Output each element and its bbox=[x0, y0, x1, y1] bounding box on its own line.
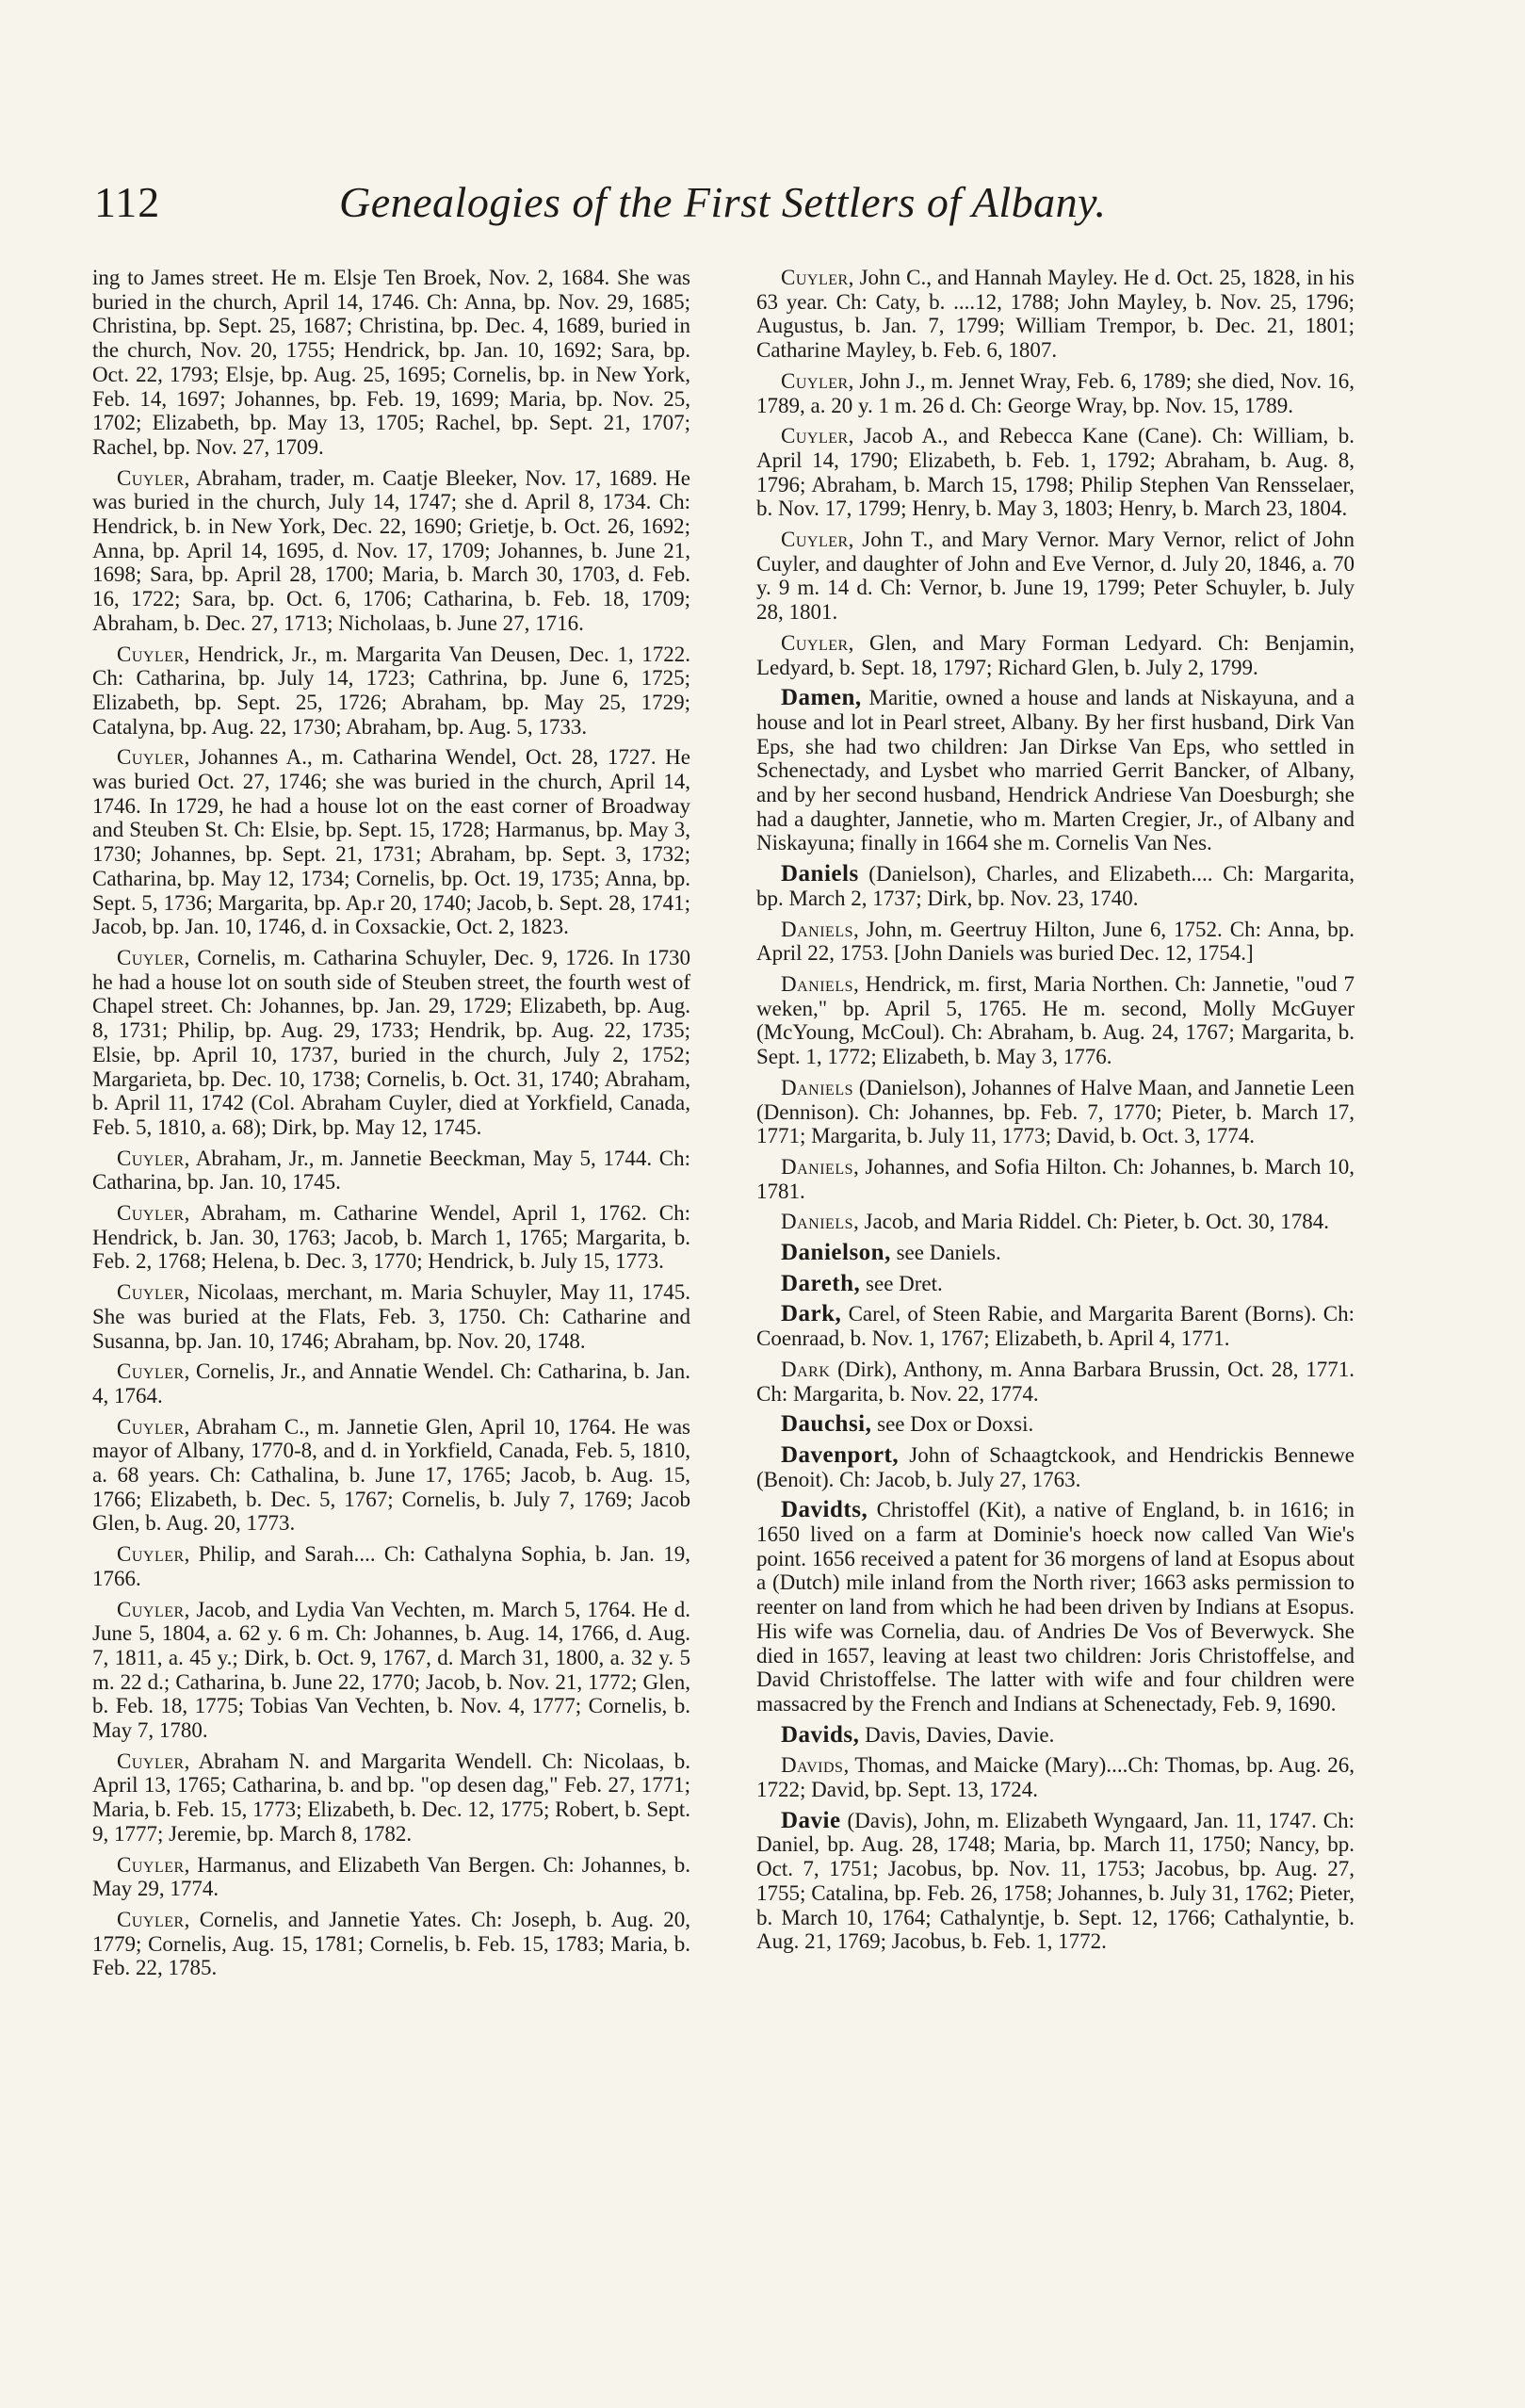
entry-text: , Nicolaas, merchant, m. Maria Schuyler, May 11, 1745. She was buried at the Flats, Feb. 3, 1750. Ch: Catharine and Susanna, bp. Jan. 10, 1746; Abraham, bp. Nov. 20, 1748. bbox=[92, 1280, 690, 1353]
genealogy-entry bbox=[92, 1415, 690, 1537]
genealogy-entry bbox=[756, 266, 1355, 363]
entry-surname: Cuyler bbox=[117, 1414, 185, 1439]
genealogy-entry bbox=[92, 1201, 690, 1274]
genealogy-entry bbox=[756, 1498, 1355, 1716]
genealogy-entry bbox=[756, 1753, 1355, 1801]
entry-surname: Cuyler bbox=[117, 945, 185, 969]
entry-text: , Cornelis, and Jannetie Yates. Ch: Joseph, b. Aug. 20, 1779; Cornelis, Aug. 15, 1781; Cornelis, b. Feb. 15, 1783; Maria, b. Feb. 22, 1785. bbox=[92, 1908, 690, 1980]
genealogy-entry bbox=[92, 1598, 690, 1743]
genealogy-entry bbox=[756, 1358, 1355, 1406]
entry-surname: Dauchsi, bbox=[781, 1411, 872, 1438]
entry-text: Christoffel (Kit), a native of England, b. in 1616; in 1650 lived on a farm at Dominie's hoeck now called Van Wie's point. 1656 received a patent for 36 morgens of land at Esopus about a (Dutch) mile inland from the North river; 1663 asks permission to reenter on land from which he had been driven by Indians at Esopus. His wife was Cornelia, dau. of Andries De Vos of Beverwyck. She died in 1657, leaving at least two children: Joris Christoffelse, and David Christoffelse. The latter with wife and four children were massacred by the French and Indians at Schenectady, Feb. 9, 1690. bbox=[756, 1498, 1355, 1716]
entry-text: , Jacob, and Lydia Van Vechten, m. March 5, 1764. He d. June 5, 1804, a. 62 y. 6 m. Ch: Johannes, b. Aug. 14, 1766, d. Aug. 7, 1811, a. 45 y.; Dirk, b. Oct. 9, 1767, d. March 31, 1800, a. 32 y. 5 m. 22 d.; Catharina, b. June 22, 1770; Jacob, b. Nov. 21, 1772; Glen, b. Feb. 18, 1775; Tobias Van Vechten, b. Nov. 4, 1777; Cornelis, b. May 7, 1780. bbox=[92, 1597, 690, 1743]
entry-text: , Abraham, Jr., m. Jannetie Beeckman, May 5, 1744. Ch: Catharina, bp. Jan. 10, 1745. bbox=[92, 1146, 690, 1195]
entry-surname: Davenport, bbox=[781, 1441, 900, 1468]
genealogy-entry bbox=[756, 972, 1355, 1069]
entry-surname: Cuyler bbox=[117, 465, 185, 490]
entry-text: (Dirk), Anthony, m. Anna Barbara Brussin, Oct. 28, 1771. Ch: Margarita, b. Nov. 22, 1774. bbox=[756, 1357, 1355, 1406]
genealogy-entry bbox=[92, 946, 690, 1140]
page-number: 112 bbox=[94, 178, 161, 226]
genealogy-entry bbox=[92, 1147, 690, 1195]
entry-text: (Davis), John, m. Elizabeth Wyngaard, Jan. 11, 1747. Ch: Daniel, bp. Aug. 28, 1748; Maria, bp. March 11, 1750; Nancy, bp. Oct. 7, 1751; Jacobus, bp. Nov. 11, 1753; Jacobus, bp. Aug. 27, 1755; Catalina, bp. Feb. 26, 1758; Johannes, b. July 31, 1762; Pieter, b. March 10, 1764; Cathalyntje, b. Sept. 12, 1766; Cathalyntie, b. Aug. 21, 1769; Jacobus, b. Feb. 1, 1772. bbox=[756, 1808, 1355, 1954]
entry-surname: Cuyler bbox=[781, 528, 849, 552]
entry-text: , Hendrick, Jr., m. Margarita Van Deusen, Dec. 1, 1722. Ch: Catharina, bp. July 14, 1723; Cathrina, bp. June 6, 1725; Elizabeth, bp. Sept. 25, 1726; Abraham, bp. May 25, 1729; Catalyna, bp. Aug. 22, 1730; Abraham, bp. Aug. 5, 1733. bbox=[92, 642, 690, 739]
entry-text: , Jacob A., and Rebecca Kane (Cane). Ch: William, b. April 14, 1790; Elizabeth, b. Feb. 1, 1792; Abraham, b. Aug. 8, 1796; Abraham, b. March 15, 1798; Philip Stephen Van Rensselaer, b. Nov. 17, 1799; Henry, b. May 3, 1803; Henry, b. March 23, 1804. bbox=[756, 424, 1355, 521]
genealogy-entry bbox=[756, 1241, 1355, 1265]
entry-surname: Damen, bbox=[781, 685, 862, 711]
running-title: Genealogies of the First Settlers of Albany. bbox=[339, 178, 1107, 226]
entry-surname: Davids, bbox=[781, 1721, 860, 1748]
entry-text: , Glen, and Mary Forman Ledyard. Ch: Benjamin, Ledyard, b. Sept. 18, 1797; Richard Glen, b. July 2, 1799. bbox=[756, 630, 1355, 679]
entry-text: , Johannes A., m. Catharina Wendel, Oct. 28, 1727. He was buried Oct. 27, 1746; she was buried in the church, April 14, 1746. In 1729, he had a house lot on the east corner of Broadway and Steuben St. Ch: Elsie, bp. Sept. 15, 1728; Harmanus, bp. May 3, 1730; Johannes, bp. Sept. 21, 1731; Abraham, bp. Sept. 3, 1732; Catharina, bp. May 12, 1734; Cornelis, bp. Oct. 19, 1735; Anna, bp. Sept. 5, 1736; Margarita, bp. Ap.r 20, 1740; Jacob, b. Sept. 28, 1741; Jacob, bp. Jan. 10, 1746, d. in Coxsackie, Oct. 2, 1823. bbox=[92, 745, 690, 939]
genealogy-entry bbox=[756, 1809, 1355, 1954]
entry-surname: Dark bbox=[781, 1357, 831, 1381]
entry-surname: Danielson, bbox=[781, 1240, 891, 1266]
genealogy-entry bbox=[756, 686, 1355, 855]
genealogy-entry bbox=[756, 1412, 1355, 1437]
entry-text: , John, m. Geertruy Hilton, June 6, 1752. Ch: Anna, bp. April 22, 1753. [John Daniels was buried Dec. 12, 1754.] bbox=[756, 917, 1355, 966]
right-column bbox=[756, 266, 1355, 1961]
left-column bbox=[92, 266, 690, 1987]
entry-surname: Cuyler bbox=[781, 266, 849, 289]
entry-text: see Dret. bbox=[860, 1271, 943, 1295]
entry-surname: Dareth, bbox=[781, 1270, 861, 1296]
entry-surname: Daniels bbox=[781, 1075, 853, 1099]
entry-text: (Danielson), Charles, and Elizabeth.... Ch: Margarita, bp. March 2, 1737; Dirk, bp. Nov. 23, 1740. bbox=[756, 862, 1355, 910]
genealogy-entry bbox=[756, 424, 1355, 521]
genealogy-entry bbox=[756, 1076, 1355, 1148]
entry-surname: Cuyler bbox=[781, 368, 849, 393]
entry-text: see Dox or Doxsi. bbox=[871, 1412, 1034, 1437]
genealogy-entry bbox=[756, 1155, 1355, 1203]
genealogy-entry bbox=[92, 1280, 690, 1353]
entry-text: , Cornelis, m. Catharina Schuyler, Dec. 9, 1726. In 1730 he had a house lot on south side of Steuben street, the fourth west of Chapel street. Ch: Johannes, bp. Jan. 29, 1729; Elizabeth, bp. Aug. 8, 1731; Philip, bp. Aug. 29, 1733; Hendrik, bp. Aug. 22, 1735; Elsie, bp. April 10, 1737, buried in the church, July 2, 1752; Margarieta, bp. Dec. 10, 1738; Cornelis, b. Oct. 31, 1740; Abraham, b. April 11, 1742 (Col. Abraham Cuyler, died at Yorkfield, Canada, Feb. 5, 1810, a. 68); Dirk, bp. May 12, 1745. bbox=[92, 945, 690, 1139]
entry-text: Maritie, owned a house and lands at Niskayuna, and a house and lot in Pearl street, Albany. By her first husband, Dirk Van Eps, she had two children: Jan Dirkse Van Eps, who settled in Schenectady, and Lysbet who married Gerrit Bancker, of Albany, and by her second husband, Hendrick Andriese Van Doesburgh; she had a daughter, Jannetie, who m. Marten Cregier, Jr., of Albany and Niskayuna; finally in 1664 she m. Cornelis Van Nes. bbox=[756, 686, 1355, 855]
genealogy-entry bbox=[756, 528, 1355, 625]
entry-text: (Danielson), Johannes of Halve Maan, and Jannetie Leen (Dennison). Ch: Johannes, bp. Feb. 7, 1770; Pieter, b. March 17, 1771; Margarita, b. July 11, 1773; David, b. Oct. 3, 1774. bbox=[756, 1075, 1355, 1148]
genealogy-entry bbox=[92, 466, 690, 636]
entry-surname: Cuyler bbox=[117, 1597, 185, 1621]
entry-text: , Cornelis, Jr., and Annatie Wendel. Ch: Catharina, b. Jan. 4, 1764. bbox=[92, 1359, 690, 1407]
genealogy-entry bbox=[92, 266, 690, 460]
entry-surname: Dark, bbox=[781, 1301, 842, 1327]
entry-surname: Cuyler bbox=[117, 1201, 185, 1226]
genealogy-entry bbox=[756, 1723, 1355, 1748]
entry-surname: Daniels bbox=[781, 917, 853, 941]
entry-surname: Daniels bbox=[781, 861, 859, 887]
entry-surname: Daniels bbox=[781, 971, 853, 996]
entry-text: John of Schaagtckook, and Hendrickis Bennewe (Benoit). Ch: Jacob, b. July 27, 1763. bbox=[756, 1442, 1355, 1491]
entry-surname: Daniels bbox=[781, 1154, 853, 1179]
genealogy-entry bbox=[756, 1443, 1355, 1491]
entry-surname: Cuyler bbox=[117, 1908, 185, 1931]
entry-surname: Cuyler bbox=[781, 630, 849, 655]
entry-text: , Jacob, and Maria Riddel. Ch: Pieter, b. Oct. 30, 1784. bbox=[853, 1210, 1329, 1234]
genealogy-entry bbox=[756, 918, 1355, 966]
entry-surname: Cuyler bbox=[117, 1146, 185, 1170]
genealogy-entry bbox=[92, 1908, 690, 1980]
entry-surname: Davie bbox=[781, 1807, 841, 1833]
entry-text: , Abraham, trader, m. Caatje Bleeker, Nov. 17, 1689. He was buried in the church, July 14, 1747; she d. April 8, 1734. Ch: Hendrick, b. in New York, Dec. 22, 1690; Grietje, b. Oct. 26, 1692; Anna, bp. April 14, 1695, d. Nov. 17, 1709; Johannes, b. June 21, 1698; Sara, bp. April 28, 1700; Maria, b. March 30, 1703, d. Feb. 16, 1722; Sara, bp. Oct. 6, 1706; Catharina, b. Feb. 18, 1709; Abraham, b. Dec. 27, 1713; Nicholaas, b. June 27, 1716. bbox=[92, 465, 690, 635]
entry-text: , Johannes, and Sofia Hilton. Ch: Johannes, b. March 10, 1781. bbox=[756, 1154, 1355, 1203]
entry-text: , Abraham C., m. Jannetie Glen, April 10, 1764. He was mayor of Albany, 1770-8, and d. in Yorkfield, Canada, Feb. 5, 1810, a. 68 years. Ch: Cathalina, b. June 17, 1765; Jacob, b. Aug. 15, 1766; Elizabeth, b. Dec. 5, 1767; Cornelis, b. July 7, 1769; Jacob Glen, b. Aug. 20, 1773. bbox=[92, 1414, 690, 1536]
entry-surname: Cuyler bbox=[117, 1280, 185, 1305]
entry-surname: Cuyler bbox=[117, 642, 185, 666]
entry-surname: Cuyler bbox=[117, 1542, 185, 1567]
entry-text: , Thomas, and Maicke (Mary)....Ch: Thomas, bp. Aug. 26, 1722; David, bp. Sept. 13, 1724. bbox=[756, 1753, 1355, 1802]
entry-text: , Abraham N. and Margarita Wendell. Ch: Nicolaas, b. April 13, 1765; Catharina, b. and bp. "op desen dag," Feb. 27, 1771; Maria, b. Feb. 15, 1773; Elizabeth, b. Dec. 12, 1775; Robert, b. Sept. 9, 1777; Jeremie, bp. March 8, 1782. bbox=[92, 1749, 690, 1846]
genealogy-entry bbox=[92, 643, 690, 740]
genealogy-entry bbox=[756, 631, 1355, 679]
entry-text: , John C., and Hannah Mayley. He d. Oct. 25, 1828, in his 63 year. Ch: Caty, b. ....12, 1788; John Mayley, b. Nov. 25, 1796; Augustus, b. Jan. 7, 1799; William Trempor, b. Dec. 21, 1801; Catharine Mayley, b. Feb. 6, 1807. bbox=[756, 266, 1355, 363]
entry-surname: Cuyler bbox=[117, 1852, 185, 1877]
entry-text: , Harmanus, and Elizabeth Van Bergen. Ch: Johannes, b. May 29, 1774. bbox=[92, 1852, 690, 1901]
genealogy-entry bbox=[92, 745, 690, 939]
genealogy-entry bbox=[92, 1542, 690, 1590]
genealogy-entry bbox=[756, 1210, 1355, 1234]
entry-text: Davis, Davies, Davie. bbox=[859, 1722, 1055, 1747]
entry-text: ing to James street. He m. Elsje Ten Broek, Nov. 2, 1684. She was buried in the church, April 14, 1746. Ch: Anna, bp. Nov. 29, 1685; Christina, bp. Sept. 25, 1687; Christina, bp. Dec. 4, 1689, buried in the church, Nov. 20, 1755; Hendrick, bp. Jan. 10, 1692; Sara, bp. Oct. 22, 1793; Elsje, bp. Aug. 25, 1695; Cornelis, bp. in New York, Feb. 14, 1697; Johannes, bp. Feb. 19, 1699; Maria, bp. Nov. 25, 1702; Elizabeth, bp. May 13, 1705; Rachel, bp. Sept. 21, 1707; Rachel, bp. Nov. 27, 1709. bbox=[92, 266, 690, 459]
entry-text: , John T., and Mary Vernor. Mary Vernor, relict of John Cuyler, and daughter of John and Eve Vernor, d. July 20, 1846, a. 70 y. 9 m. 14 d. Ch: Vernor, b. June 19, 1799; Peter Schuyler, b. July 28, 1801. bbox=[756, 528, 1355, 625]
entry-surname: Davids bbox=[781, 1753, 844, 1778]
genealogy-entry bbox=[756, 1302, 1355, 1350]
genealogy-entry bbox=[92, 1853, 690, 1901]
genealogy-entry bbox=[756, 1272, 1355, 1296]
entry-surname: Cuyler bbox=[117, 1359, 185, 1384]
entry-text: , John J., m. Jennet Wray, Feb. 6, 1789; she died, Nov. 16, 1789, a. 20 y. 1 m. 26 d. Ch: George Wray, bp. Nov. 15, 1789. bbox=[756, 368, 1355, 417]
entry-text: , Abraham, m. Catharine Wendel, April 1, 1762. Ch: Hendrick, b. Jan. 30, 1763; Jacob, b. March 1, 1765; Margarita, b. Feb. 2, 1768; Helena, b. Dec. 3, 1770; Hendrick, b. July 15, 1773. bbox=[92, 1201, 690, 1274]
entry-text: , Hendrick, m. first, Maria Northen. Ch: Jannetie, "oud 7 weken," bp. April 5, 1765. He m. second, Molly McGuyer (McYoung, McCoul). Ch: Abraham, b. Aug. 24, 1767; Margarita, b. Sept. 1, 1772; Elizabeth, b. May 3, 1776. bbox=[756, 971, 1355, 1069]
genealogy-entry bbox=[756, 862, 1355, 910]
entry-surname: Davidts, bbox=[781, 1497, 868, 1523]
genealogy-entry bbox=[756, 369, 1355, 417]
entry-text: Carel, of Steen Rabie, and Margarita Barent (Borns). Ch: Coenraad, b. Nov. 1, 1767; Elizabeth, b. April 4, 1771. bbox=[756, 1302, 1355, 1351]
entry-text: , Philip, and Sarah.... Ch: Cathalyna Sophia, b. Jan. 19, 1766. bbox=[92, 1542, 690, 1590]
genealogy-entry bbox=[92, 1359, 690, 1407]
entry-surname: Daniels bbox=[781, 1210, 853, 1234]
page-header bbox=[94, 177, 1451, 243]
entry-surname: Cuyler bbox=[781, 424, 849, 448]
entry-surname: Cuyler bbox=[117, 1749, 185, 1773]
entry-surname: Cuyler bbox=[117, 745, 185, 770]
entry-text: see Daniels. bbox=[890, 1241, 1001, 1265]
genealogy-entry bbox=[92, 1749, 690, 1847]
